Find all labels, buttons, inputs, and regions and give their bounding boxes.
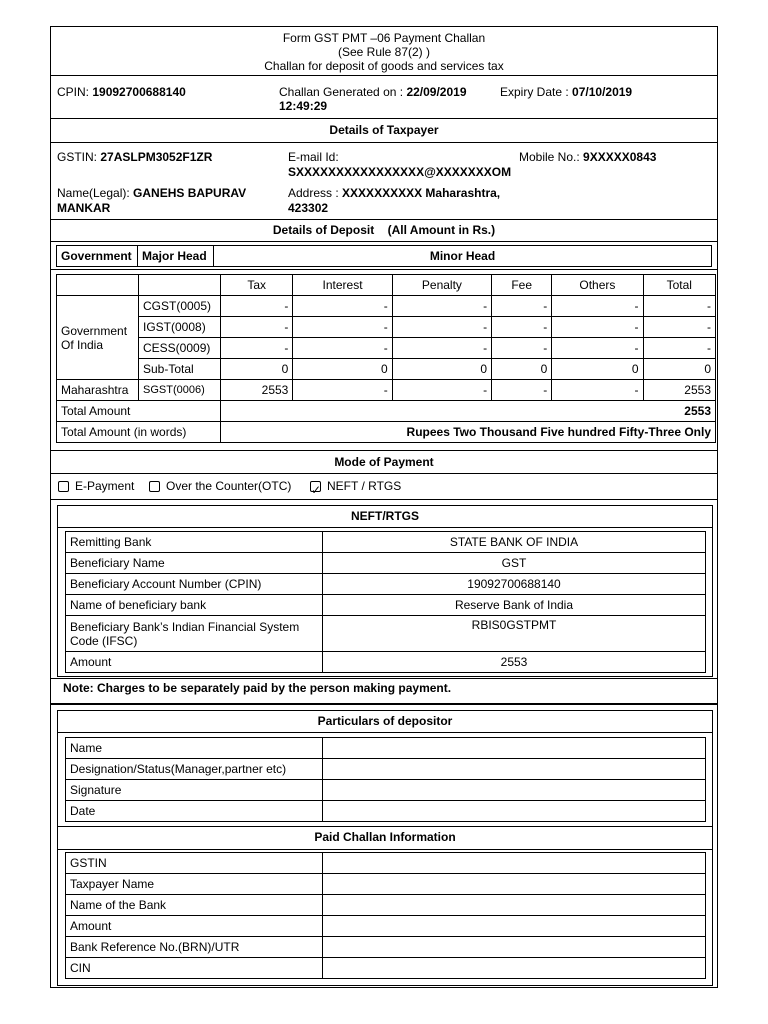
table-row: Sub-Total 0 0 0 0 0 0 (57, 359, 716, 380)
total-label: Total Amount (57, 401, 221, 422)
col-interest: Interest (293, 275, 392, 296)
neft-title: NEFT/RTGS (58, 506, 712, 528)
generated-time: 12:49:29 (279, 99, 328, 113)
col-others: Others (552, 275, 643, 296)
row-head: CESS(0009) (139, 338, 221, 359)
row-head: Sub-Total (139, 359, 221, 380)
challan-form (50, 26, 718, 988)
form-rule: (See Rule 87(2) ) (337, 45, 431, 59)
address-value-2: 423302 (288, 201, 329, 215)
depositor-box (57, 710, 713, 986)
generated-label: Challan Generated on : (279, 85, 404, 99)
paid-brn-field[interactable] (323, 937, 706, 958)
total-value: 2553 (221, 401, 716, 422)
table-row: CIN (66, 958, 706, 979)
depositor-date-field[interactable] (323, 801, 706, 822)
table-row: Amount 2553 (66, 652, 706, 673)
total-row (57, 401, 716, 422)
deposit-title: Details of Deposit (272, 223, 375, 237)
address-value-1: XXXXXXXXXX Maharashtra, (342, 186, 501, 200)
table-row: IGST(0008) - - - - - - (57, 317, 716, 338)
paid-gstin-field[interactable] (323, 853, 706, 874)
taxpayer-section-title: Details of Taxpayer (51, 119, 717, 143)
form-title: Form GST PMT –06 Payment Challan (282, 31, 486, 45)
col-penalty: Penalty (392, 275, 491, 296)
generated-date: 22/09/2019 (406, 85, 467, 99)
mobile-value: 9XXXXX0843 (583, 150, 657, 164)
neft-box (57, 505, 713, 677)
table-row: Amount (66, 916, 706, 937)
table-row: Taxpayer Name (66, 874, 706, 895)
name-value-2: MANKAR (57, 201, 111, 215)
head-row (51, 242, 717, 270)
mobile-label: Mobile No.: (519, 150, 580, 164)
table-row: Date (66, 801, 706, 822)
form-header (51, 27, 717, 76)
address-label: Address : (288, 186, 339, 200)
gstin-value: 27ASLPM3052F1ZR (100, 150, 213, 164)
col-total: Total (643, 275, 715, 296)
depositor-designation-field[interactable] (323, 759, 706, 780)
depositor-title: Particulars of depositor (58, 711, 712, 733)
table-row: Name (66, 738, 706, 759)
option-epayment[interactable]: E-Payment (58, 474, 134, 499)
table-row: Government Of India CGST(0005) - - - - - - (57, 296, 716, 317)
paid-cin-field[interactable] (323, 958, 706, 979)
paid-bank-field[interactable] (323, 895, 706, 916)
depositor-table (65, 737, 706, 822)
cpin-label: CPIN: (57, 85, 90, 99)
neft-section (51, 500, 717, 705)
email-label: E-mail Id: (288, 150, 339, 164)
head-table (56, 245, 712, 267)
paid-taxpayer-field[interactable] (323, 874, 706, 895)
state-head: SGST(0006) (139, 380, 221, 401)
head-government: Government (57, 246, 138, 267)
paid-challan-table (65, 852, 706, 979)
state-row: Maharashtra SGST(0006) 2553 - - - - 2553 (57, 380, 716, 401)
table-row: GSTIN (66, 853, 706, 874)
table-row: Beneficiary Account Number (CPIN) 19092700688140 (66, 574, 706, 595)
table-row: Signature (66, 780, 706, 801)
depositor-name-field[interactable] (323, 738, 706, 759)
payment-options (51, 474, 717, 500)
otc-checkbox[interactable] (149, 481, 160, 492)
goi-label: Government Of India (57, 296, 139, 380)
expiry-label: Expiry Date : (500, 85, 569, 99)
col-tax: Tax (221, 275, 293, 296)
neft-note: Note: Charges to be separately paid by the person making payment. (51, 678, 717, 695)
deposit-table (56, 274, 716, 443)
paid-amount-field[interactable] (323, 916, 706, 937)
form-subtitle: Challan for deposit of goods and services tax (264, 59, 504, 73)
table-row: Designation/Status(Manager,partner etc) (66, 759, 706, 780)
option-neft[interactable]: ✓ NEFT / RTGS (310, 474, 401, 499)
head-minor: Minor Head (214, 246, 712, 267)
paid-challan-title: Paid Challan Information (58, 826, 712, 850)
table-row: Beneficiary Bank’s Indian Financial System Code (IFSC) RBIS0GSTPMT (66, 616, 706, 652)
taxpayer-details (51, 143, 717, 220)
state-gov: Maharashtra (57, 380, 139, 401)
name-label: Name(Legal): (57, 186, 130, 200)
deposit-table-area (51, 270, 717, 451)
deposit-section-title (51, 220, 717, 242)
table-row: Name of the Bank (66, 895, 706, 916)
words-label: Total Amount (in words) (57, 422, 221, 443)
deposit-header-row (57, 275, 716, 296)
gstin-label: GSTIN: (57, 150, 98, 164)
table-row: Remitting Bank STATE BANK OF INDIA (66, 532, 706, 553)
depositor-signature-field[interactable] (323, 780, 706, 801)
row-head: CGST(0005) (139, 296, 221, 317)
expiry-date: 07/10/2019 (572, 85, 633, 99)
neft-checkbox[interactable] (310, 481, 321, 492)
table-row: CESS(0009) - - - - - - (57, 338, 716, 359)
col-fee: Fee (492, 275, 552, 296)
head-major: Major Head (138, 246, 214, 267)
words-value: Rupees Two Thousand Five hundred Fifty-Three Only (221, 422, 716, 443)
table-row: Beneficiary Name GST (66, 553, 706, 574)
neft-table (65, 531, 706, 673)
option-otc[interactable]: Over the Counter(OTC) (149, 474, 291, 499)
words-row (57, 422, 716, 443)
payment-section-title: Mode of Payment (51, 450, 717, 474)
deposit-note: (All Amount in Rs.) (387, 223, 496, 237)
email-value: SXXXXXXXXXXXXXXXX@XXXXXXXOM (288, 165, 512, 179)
name-value-1: GANEHS BAPURAV (133, 186, 247, 200)
epayment-checkbox[interactable] (58, 481, 69, 492)
table-row: Name of beneficiary bank Reserve Bank of India (66, 595, 706, 616)
cpin-row (51, 76, 717, 119)
table-row: Bank Reference No.(BRN)/UTR (66, 937, 706, 958)
cpin-value: 19092700688140 (92, 85, 186, 99)
row-head: IGST(0008) (139, 317, 221, 338)
